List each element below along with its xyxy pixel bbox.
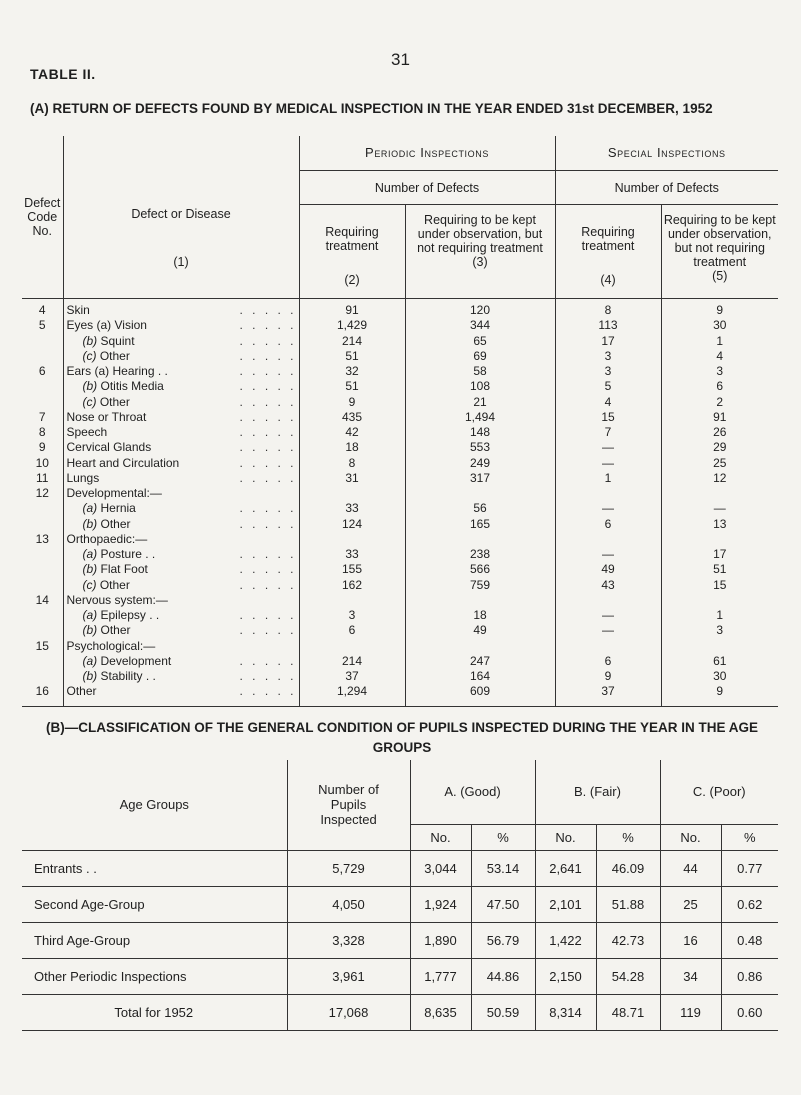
- sub-letter: (b): [82, 516, 98, 531]
- header-age-groups: Age Groups: [22, 760, 287, 850]
- cell-b-no: 8,314: [535, 994, 596, 1030]
- defect-code: 5: [38, 318, 46, 333]
- cell-c-pct: 0.62: [721, 886, 778, 922]
- cell-c-no: 44: [660, 850, 721, 886]
- table-row: [22, 364, 778, 379]
- defect-name: Nose or Throat: [66, 409, 147, 424]
- defect-count-col2: 155: [299, 562, 405, 577]
- table-row: [22, 578, 778, 593]
- table-label: TABLE II.: [30, 66, 96, 82]
- header-special-inspections: Special Inspections: [555, 136, 778, 171]
- defect-count-col4: 43: [555, 578, 661, 593]
- header-col3: Requiring to be kept under observation, but not requiring treatment (3): [405, 205, 555, 299]
- defect-code: 11: [36, 470, 49, 485]
- defect-count-col5: 2: [661, 395, 778, 410]
- defect-name: Nervous system:—: [66, 592, 168, 607]
- cell-inspected: 5,729: [287, 850, 410, 886]
- defect-count-col3: 609: [405, 684, 555, 706]
- defect-count-col3: 759: [405, 578, 555, 593]
- defect-label: Skin . . . . .: [63, 299, 299, 319]
- defect-count-col2: [299, 532, 405, 547]
- defect-label: (b) Squint . . . . .: [63, 334, 299, 349]
- defect-label: (b) Other . . . . .: [63, 623, 299, 638]
- table-row: [22, 654, 778, 669]
- defect-code: 4: [38, 303, 46, 318]
- defect-code: [22, 669, 63, 684]
- defect-count-col5: 30: [661, 318, 778, 333]
- defect-count-col5: 3: [661, 623, 778, 638]
- defect-name: Orthopaedic:—: [66, 531, 148, 546]
- table-row: [22, 532, 778, 547]
- sub-letter: (c): [82, 577, 97, 592]
- defect-name: Other: [66, 684, 97, 699]
- header-good: A. (Good): [410, 760, 535, 824]
- defect-count-col4: 3: [555, 349, 661, 364]
- defect-name: Other: [96, 577, 130, 592]
- cell-a-pct: 47.50: [471, 886, 535, 922]
- header-pupils-inspected: Number of Pupils Inspected: [287, 760, 410, 850]
- defect-label: [63, 486, 299, 501]
- defect-name: Psychological:—: [66, 638, 156, 653]
- defect-count-col4: 37: [555, 684, 661, 706]
- cell-a-pct: 50.59: [471, 994, 535, 1030]
- age-group-label: Third Age-Group: [22, 922, 287, 958]
- defect-label: Lungs . . . . .: [63, 471, 299, 486]
- defect-count-col5: 25: [661, 456, 778, 471]
- defect-count-col3: 317: [405, 471, 555, 486]
- defect-count-col5: 3: [661, 364, 778, 379]
- defect-count-col5: [661, 486, 778, 501]
- defect-count-col2: 51: [299, 379, 405, 394]
- sub-letter: (b): [82, 379, 98, 394]
- defect-label: (c) Other . . . . .: [63, 578, 299, 593]
- defect-code: [22, 349, 63, 364]
- cell-c-no: 119: [660, 994, 721, 1030]
- defect-label: (c) Other . . . . .: [63, 349, 299, 364]
- header-fair: B. (Fair): [535, 760, 660, 824]
- defect-count-col2: 42: [299, 425, 405, 440]
- defect-code: 15: [35, 638, 49, 653]
- defect-count-col5: —: [661, 501, 778, 516]
- cell-b-pct: 48.71: [596, 994, 660, 1030]
- cell-c-no: 16: [660, 922, 721, 958]
- defect-name: Other: [96, 348, 130, 363]
- defect-count-col2: 37: [299, 669, 405, 684]
- table-row: [22, 299, 778, 319]
- table-row: [22, 684, 778, 706]
- defect-label: Nose or Throat . . . . .: [63, 410, 299, 425]
- defect-count-col5: 15: [661, 578, 778, 593]
- defect-count-col5: 29: [661, 440, 778, 455]
- defect-name: Skin: [66, 303, 90, 318]
- defect-count-col2: 31: [299, 471, 405, 486]
- defect-count-col4: —: [555, 547, 661, 562]
- defect-code: 10: [35, 455, 49, 470]
- defect-code: [22, 578, 63, 593]
- table-row: [22, 456, 778, 471]
- defect-count-col4: 9: [555, 669, 661, 684]
- header-fair-no: No.: [535, 824, 596, 850]
- defect-count-col3: 249: [405, 456, 555, 471]
- defect-name: Posture . .: [97, 547, 156, 562]
- table-row: [22, 639, 778, 654]
- defect-name: Hernia: [97, 501, 136, 516]
- defect-code: 16: [22, 684, 63, 706]
- defect-count-col3: [405, 593, 555, 608]
- defect-count-col2: [299, 593, 405, 608]
- age-group-label: Second Age-Group: [22, 886, 287, 922]
- defect-label: (a) Hernia . . . . .: [63, 501, 299, 516]
- defect-count-col5: 17: [661, 547, 778, 562]
- defect-count-col2: 51: [299, 349, 405, 364]
- defect-code: [22, 517, 63, 532]
- defect-count-col2: 8: [299, 456, 405, 471]
- sub-letter: (b): [82, 333, 98, 348]
- header-col5: Requiring to be kept under observation, but not requiring treatment (5): [661, 205, 778, 299]
- table-row: [22, 922, 778, 958]
- defect-code: [22, 334, 63, 349]
- defect-count-col3: 58: [405, 364, 555, 379]
- sub-letter: (c): [82, 348, 97, 363]
- defect-count-col4: [555, 532, 661, 547]
- table-row: [22, 471, 778, 486]
- defect-count-col4: [555, 593, 661, 608]
- sub-letter: (b): [82, 562, 98, 577]
- defect-code: [22, 395, 63, 410]
- defect-name: Heart and Circulation: [66, 455, 180, 470]
- defect-count-col2: 9: [299, 395, 405, 410]
- table-row: [22, 669, 778, 684]
- defect-code: [22, 608, 63, 623]
- defects-table: [22, 136, 778, 707]
- sub-letter: (a): [82, 608, 98, 623]
- cell-c-pct: 0.60: [721, 994, 778, 1030]
- defect-label: Heart and Circulation . . . . .: [63, 456, 299, 471]
- defect-label: Other . . . . .: [63, 684, 299, 706]
- table-row: [22, 410, 778, 425]
- defect-code: 14: [35, 592, 49, 607]
- cell-a-pct: 44.86: [471, 958, 535, 994]
- defect-count-col3: 65: [405, 334, 555, 349]
- defect-count-col3: 49: [405, 623, 555, 638]
- defect-count-col4: 5: [555, 379, 661, 394]
- table-row: [22, 318, 778, 333]
- header-special-number-of-defects: Number of Defects: [555, 171, 778, 205]
- defect-count-col2: 214: [299, 334, 405, 349]
- defect-label: (b) Flat Foot . . . . .: [63, 562, 299, 577]
- defect-code: 13: [35, 531, 49, 546]
- defect-count-col5: 6: [661, 379, 778, 394]
- header-fair-pct: %: [596, 824, 660, 850]
- cell-b-pct: 46.09: [596, 850, 660, 886]
- defect-count-col5: 1: [661, 334, 778, 349]
- page-number: 31: [391, 50, 410, 69]
- defect-count-col5: 13: [661, 517, 778, 532]
- defect-name: Squint: [97, 333, 135, 348]
- cell-b-no: 2,101: [535, 886, 596, 922]
- defect-count-col2: [299, 486, 405, 501]
- table-row: [22, 994, 778, 1030]
- defect-count-col3: 247: [405, 654, 555, 669]
- defect-name: Other: [97, 516, 131, 531]
- defect-label: (a) Epilepsy . . . . . . .: [63, 608, 299, 623]
- defect-count-col4: 49: [555, 562, 661, 577]
- defect-code: [22, 379, 63, 394]
- cell-b-no: 1,422: [535, 922, 596, 958]
- cell-a-pct: 56.79: [471, 922, 535, 958]
- defect-count-col4: 7: [555, 425, 661, 440]
- table-row: [22, 608, 778, 623]
- defect-count-col3: 108: [405, 379, 555, 394]
- defect-name: Ears (a) Hearing . .: [66, 364, 168, 379]
- defect-count-col3: 566: [405, 562, 555, 577]
- defect-count-col4: 6: [555, 654, 661, 669]
- defect-count-col2: 214: [299, 654, 405, 669]
- defect-count-col3: 18: [405, 608, 555, 623]
- defect-count-col4: 8: [555, 299, 661, 319]
- defect-count-col2: 3: [299, 608, 405, 623]
- age-group-label: Total for 1952: [22, 994, 287, 1030]
- cell-c-pct: 0.86: [721, 958, 778, 994]
- defect-count-col2: 32: [299, 364, 405, 379]
- defect-count-col3: 120: [405, 299, 555, 319]
- defect-count-col4: [555, 486, 661, 501]
- defect-count-col5: 9: [661, 684, 778, 706]
- table-row: [22, 501, 778, 516]
- defect-count-col4: —: [555, 623, 661, 638]
- defect-label: [63, 532, 299, 547]
- defect-count-col4: [555, 639, 661, 654]
- defect-count-col4: —: [555, 440, 661, 455]
- defect-count-col2: 162: [299, 578, 405, 593]
- section-a-title: (A) RETURN OF DEFECTS FOUND BY MEDICAL INSPECTION IN THE YEAR ENDED 31st DECEMBER, 1952: [30, 101, 713, 116]
- defect-count-col5: [661, 532, 778, 547]
- cell-inspected: 4,050: [287, 886, 410, 922]
- defect-count-col5: 26: [661, 425, 778, 440]
- defect-count-col3: 238: [405, 547, 555, 562]
- defect-count-col5: 9: [661, 299, 778, 319]
- defect-count-col2: 33: [299, 547, 405, 562]
- defect-label: Ears (a) Hearing . . . . . . .: [63, 364, 299, 379]
- defect-label: Eyes (a) Vision . . . . .: [63, 318, 299, 333]
- section-b-title: (B)—CLASSIFICATION OF THE GENERAL CONDITION OF PUPILS INSPECTED DURING THE YEAR IN THE AGE GROUPS: [45, 720, 759, 755]
- cell-a-no: 1,890: [410, 922, 471, 958]
- header-col4: Requiring treatment (4): [555, 205, 661, 299]
- header-poor: C. (Poor): [660, 760, 778, 824]
- header-good-no: No.: [410, 824, 471, 850]
- table-row: [22, 395, 778, 410]
- header-poor-pct: %: [721, 824, 778, 850]
- table-row: [22, 623, 778, 638]
- header-periodic-number-of-defects: Number of Defects: [299, 171, 555, 205]
- defect-count-col2: 435: [299, 410, 405, 425]
- header-good-pct: %: [471, 824, 535, 850]
- table-row: [22, 334, 778, 349]
- defect-code: 7: [38, 409, 46, 424]
- cell-inspected: 3,328: [287, 922, 410, 958]
- header-poor-no: No.: [660, 824, 721, 850]
- defect-count-col2: 124: [299, 517, 405, 532]
- defect-name: Other: [97, 623, 131, 638]
- defect-count-col5: [661, 593, 778, 608]
- defect-name: Otitis Media: [97, 379, 164, 394]
- defect-code: 8: [38, 425, 46, 440]
- defect-count-col5: 30: [661, 669, 778, 684]
- defect-name: Flat Foot: [97, 562, 148, 577]
- defect-count-col2: [299, 639, 405, 654]
- defect-name: Lungs: [66, 470, 100, 485]
- defect-code: [22, 654, 63, 669]
- defect-label: (b) Stability . . . . . . .: [63, 669, 299, 684]
- cell-c-pct: 0.77: [721, 850, 778, 886]
- sub-letter: (a): [82, 653, 98, 668]
- defect-name: Cervical Glands: [66, 440, 152, 455]
- defect-count-col3: 56: [405, 501, 555, 516]
- defect-label: (a) Development . . . . .: [63, 654, 299, 669]
- defect-code: [22, 501, 63, 516]
- defect-name: Development: [97, 653, 172, 668]
- age-group-label: Entrants . .: [22, 850, 287, 886]
- defect-count-col3: 1,494: [405, 410, 555, 425]
- defect-count-col3: [405, 532, 555, 547]
- sub-letter: (a): [82, 547, 98, 562]
- defect-label: [63, 639, 299, 654]
- table-row: [22, 349, 778, 364]
- defect-count-col2: 1,429: [299, 318, 405, 333]
- defect-name: Other: [96, 394, 130, 409]
- defect-count-col3: 164: [405, 669, 555, 684]
- defect-count-col3: 148: [405, 425, 555, 440]
- defect-count-col3: [405, 486, 555, 501]
- defect-count-col5: 12: [661, 471, 778, 486]
- defect-code: [22, 562, 63, 577]
- defect-count-col4: —: [555, 456, 661, 471]
- defect-count-col5: 1: [661, 608, 778, 623]
- defect-count-col4: —: [555, 608, 661, 623]
- defect-count-col5: 61: [661, 654, 778, 669]
- defect-count-col4: 4: [555, 395, 661, 410]
- table-row: [22, 425, 778, 440]
- defect-label: (b) Otitis Media . . . . .: [63, 379, 299, 394]
- defect-count-col4: 1: [555, 471, 661, 486]
- defect-code: [22, 623, 63, 638]
- defect-count-col5: 51: [661, 562, 778, 577]
- table-row: [22, 440, 778, 455]
- defect-label: (a) Posture . . . . . . .: [63, 547, 299, 562]
- defect-count-col3: [405, 639, 555, 654]
- defect-count-col3: 21: [405, 395, 555, 410]
- defect-count-col2: 91: [299, 299, 405, 319]
- cell-c-pct: 0.48: [721, 922, 778, 958]
- header-code: Defect Code No.: [22, 136, 63, 299]
- defect-count-col5: 4: [661, 349, 778, 364]
- cell-inspected: 17,068: [287, 994, 410, 1030]
- classification-table: [22, 760, 778, 1031]
- defect-code: 9: [38, 440, 46, 455]
- defect-code: 12: [35, 486, 49, 501]
- defect-name: Developmental:—: [66, 486, 162, 501]
- defect-count-col4: —: [555, 501, 661, 516]
- defect-count-col5: 91: [661, 410, 778, 425]
- sub-letter: (b): [82, 669, 98, 684]
- defect-count-col4: 113: [555, 318, 661, 333]
- defect-count-col5: [661, 639, 778, 654]
- cell-b-no: 2,641: [535, 850, 596, 886]
- defect-count-col2: 33: [299, 501, 405, 516]
- defect-label: [63, 593, 299, 608]
- cell-a-pct: 53.14: [471, 850, 535, 886]
- defect-count-col2: 1,294: [299, 684, 405, 706]
- defect-count-col4: 6: [555, 517, 661, 532]
- cell-a-no: 8,635: [410, 994, 471, 1030]
- defect-label: Speech . . . . .: [63, 425, 299, 440]
- defect-count-col3: 165: [405, 517, 555, 532]
- table-row: [22, 547, 778, 562]
- defect-label: (c) Other . . . . .: [63, 395, 299, 410]
- header-periodic-inspections: Periodic Inspections: [299, 136, 555, 171]
- cell-inspected: 3,961: [287, 958, 410, 994]
- defect-code: 6: [38, 364, 46, 379]
- header-disease: Defect or Disease (1): [63, 136, 299, 299]
- sub-letter: (a): [82, 501, 98, 516]
- defect-count-col2: 6: [299, 623, 405, 638]
- cell-b-pct: 42.73: [596, 922, 660, 958]
- defect-label: Cervical Glands . . . . .: [63, 440, 299, 455]
- cell-b-no: 2,150: [535, 958, 596, 994]
- sub-letter: (c): [82, 394, 97, 409]
- age-group-label: Other Periodic Inspections: [22, 958, 287, 994]
- defect-count-col4: 3: [555, 364, 661, 379]
- defect-name: Stability . .: [97, 669, 156, 684]
- table-row: [22, 850, 778, 886]
- table-row: [22, 379, 778, 394]
- table-row: [22, 486, 778, 501]
- defect-name: Eyes (a) Vision: [66, 318, 147, 333]
- table-row: [22, 562, 778, 577]
- defect-label: (b) Other . . . . .: [63, 517, 299, 532]
- table-row: [22, 958, 778, 994]
- table-row: [22, 886, 778, 922]
- cell-a-no: 1,777: [410, 958, 471, 994]
- defect-count-col4: 17: [555, 334, 661, 349]
- defect-name: Speech: [66, 425, 108, 440]
- cell-c-no: 34: [660, 958, 721, 994]
- defect-count-col3: 344: [405, 318, 555, 333]
- table-row: [22, 517, 778, 532]
- cell-a-no: 1,924: [410, 886, 471, 922]
- defect-count-col4: 15: [555, 410, 661, 425]
- defect-count-col3: 553: [405, 440, 555, 455]
- defect-count-col2: 18: [299, 440, 405, 455]
- cell-a-no: 3,044: [410, 850, 471, 886]
- cell-b-pct: 51.88: [596, 886, 660, 922]
- cell-c-no: 25: [660, 886, 721, 922]
- defect-code: [22, 547, 63, 562]
- cell-b-pct: 54.28: [596, 958, 660, 994]
- table-row: [22, 593, 778, 608]
- header-col2: Requiring treatment (2): [299, 205, 405, 299]
- sub-letter: (b): [82, 623, 98, 638]
- defect-name: Epilepsy . .: [97, 608, 160, 623]
- defect-count-col3: 69: [405, 349, 555, 364]
